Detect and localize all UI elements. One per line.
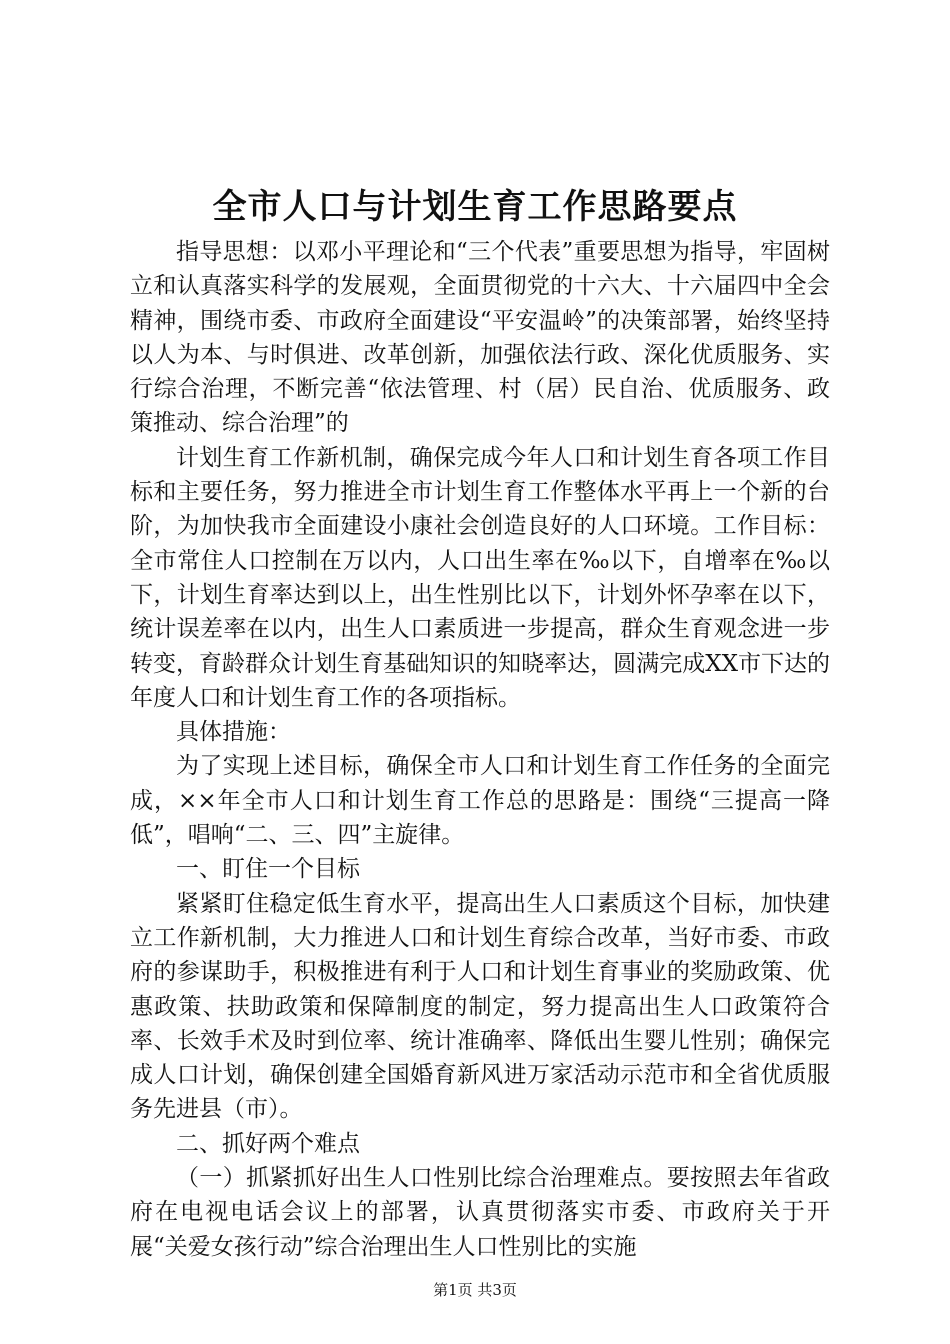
document-body bbox=[130, 235, 830, 1264]
paragraph-work-mechanism: 计划生育工作新机制，确保完成今年人口和计划生育各项工作目标和主要任务，努力推进全市计划生育工作整体水平再上一个新的台阶，为加快我市全面建设小康社会创造良好的人口环境。工作目标：全市常住人口控制在万以内，人口出生率在‰以下，自增率在‰以下，计划生育率达到以上，出生性别比以下，计划外怀孕率在以下，统计误差率在以内，出生人口素质进一步提高，群众生育观念进一步转变，育龄群众计划生育基础知识的知晓率达，圆满完成XX市下达的年度人口和计划生育工作的各项指标。 bbox=[130, 444, 830, 711]
section-heading-two: 二、抓好两个难点 bbox=[176, 1130, 360, 1157]
page-footer: 第1页 共3页 bbox=[433, 1281, 517, 1299]
paragraph-sex-ratio: （一）抓紧抓好出生人口性别比综合治理难点。要按照去年省政府在电视电话会议上的部署，认真贯彻落实市委、市政府关于开展“关爱女孩行动”综合治理出生人口性别比的实施 bbox=[130, 1165, 830, 1260]
paragraph-overall-approach: 为了实现上述目标，确保全市人口和计划生育工作任务的全面完成，××年全市人口和计划生育工作总的思路是：围绕“三提高一降低”，唱响“二、三、四”主旋律。 bbox=[130, 753, 830, 849]
document-title: 全市人口与计划生育工作思路要点 bbox=[212, 187, 738, 227]
paragraph-target-details: 紧紧盯住稳定低生育水平，提高出生人口素质这个目标，加快建立工作新机制，大力推进人口和计划生育综合改革，当好市委、市政府的参谋助手，积极推进有利于人口和计划生育事业的奖励政策、优惠政策、扶助政策和保障制度的制定，努力提高出生人口政策符合率、长效手术及时到位率、统计准确率、降低出生婴儿性别；确保完成人口计划，确保创建全国婚育新风进万家活动示范市和全省优质服务先进县（市）。 bbox=[130, 890, 830, 1123]
paragraph-measures-heading: 具体措施： bbox=[176, 719, 291, 746]
section-heading-one: 一、盯住一个目标 bbox=[176, 856, 360, 883]
paragraph-guiding-ideology: 指导思想：以邓小平理论和“三个代表”重要思想为指导，牢固树立和认真落实科学的发展观，全面贯彻党的十六大、十六届四中全会精神，围绕市委、市政府全面建设“平安温岭”的决策部署，始终坚持以人为本、与时俱进、改革创新，加强依法行政、深化优质服务、实行综合治理，不断完善“依法管理、村（居）民自治、优质服务、政策推动、综合治理”的 bbox=[130, 239, 830, 437]
